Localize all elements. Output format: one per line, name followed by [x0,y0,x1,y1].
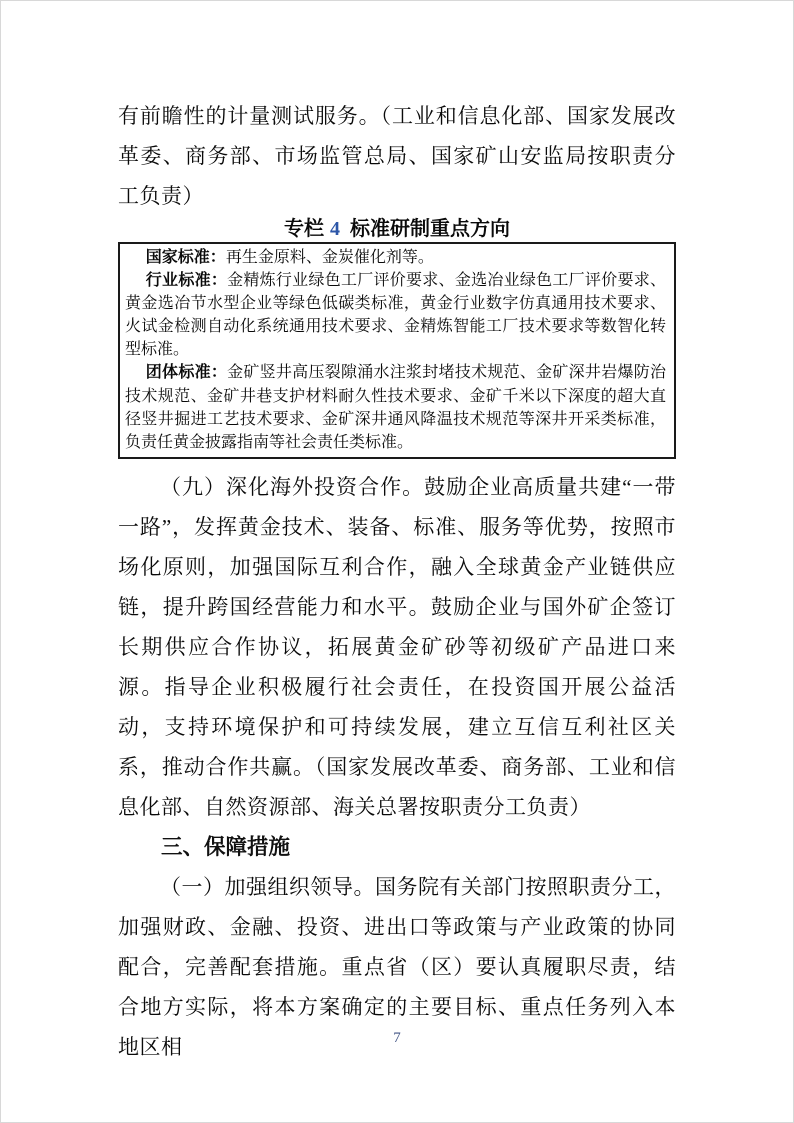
box-item-label: 国家标准： [145,249,226,266]
section-heading: 三、保障措施 [161,834,291,859]
box-title [118,216,676,242]
box-item-label: 团体标准： [145,364,228,382]
box-item-group [125,361,666,453]
box-item-text: 金精炼行业绿色工厂评价要求、金选冶业绿色工厂评价要求、黄金选冶节水型企业等绿色低碳类标准，黄金行业数字仿真通用技术要求、火试金检测自动化系统通用技术要求、金精炼智能工厂技术要求等数智化转型标准。 [125,272,666,359]
standards-box [118,242,676,459]
box-item-label: 行业标准： [145,272,228,290]
continuation-paragraph: 有前瞻性的计量测试服务。（工业和信息化部、国家发展改革委、商务部、市场监管总局、国家矿山安监局按职责分工负责） [118,104,676,208]
box-item-text: 金矿竖井高压裂隙涌水注浆封堵技术规范、金矿深井岩爆防治技术规范、金矿井巷支护材料耐久性技术要求、金矿千米以下深度的超大直径竖井掘进工艺技术要求、金矿深井通风降温技术规范等深井开采类标准，负责任黄金披露指南等社会责任类标准。 [125,364,666,451]
box-item-text: 再生金原料、金炭催化剂等。 [225,249,434,266]
box-item-national [125,246,666,269]
page-number: 7 [393,1030,401,1046]
page-content [118,96,676,1067]
box-title-text: 标准研制重点方向 [350,218,510,240]
paragraph-one: （一）加强组织领导。国务院有关部门按照职责分工，加强财政、金融、投资、进出口等政策与产业政策的协同配合，完善配套措施。重点省（区）要认真履职尽责，结合地方实际，将本方案确定的主要目标、重点任务列入本地区相 [118,874,676,1059]
box-item-industry [125,269,666,361]
box-title-number: 4 [330,218,340,240]
paragraph-nine: （九）深化海外投资合作。鼓励企业高质量共建“一带一路”，发挥黄金技术、装备、标准、服务等优势，按照市场化原则，加强国际互利合作，融入全球黄金产业链供应链，提升跨国经营能力和水平。鼓励企业与国外矿企签订长期供应合作协议，拓展黄金矿砂等初级矿产品进口来源。指导企业积极履行社会责任，在投资国开展公益活动，支持环境保护和可持续发展，建立互信互利社区关系，推动合作共赢。（国家发展改革委、商务部、工业和信息化部、自然资源部、海关总署按职责分工负责） [118,474,676,819]
box-title-prefix: 专栏 [284,218,324,240]
